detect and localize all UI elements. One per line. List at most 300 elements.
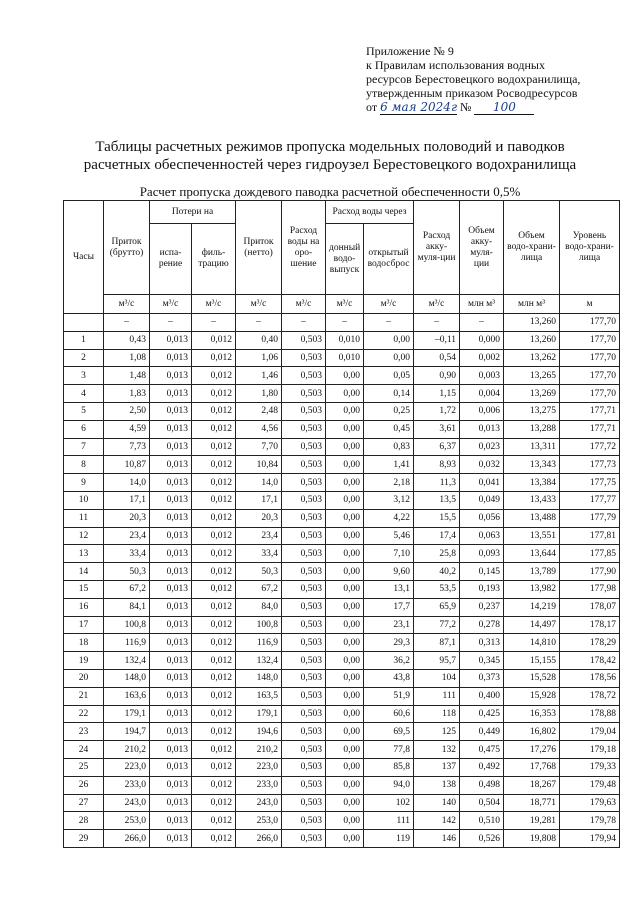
table-cell: 0,00 bbox=[326, 758, 364, 776]
table-cell: 0,00 bbox=[326, 491, 364, 509]
table-row bbox=[64, 634, 620, 652]
table-cell: 0,503 bbox=[282, 723, 326, 741]
table-cell: 177,70 bbox=[560, 367, 620, 385]
table-cell: 7,10 bbox=[364, 545, 414, 563]
table-cell: 0,25 bbox=[364, 402, 414, 420]
table-cell: 179,18 bbox=[560, 741, 620, 759]
table-cell: – bbox=[192, 314, 236, 332]
table-cell: 163,6 bbox=[104, 687, 150, 705]
table-cell: 0,013 bbox=[150, 830, 192, 848]
table-cell: 0,010 bbox=[326, 331, 364, 349]
table-cell: 0,013 bbox=[150, 758, 192, 776]
table-cell: 25,8 bbox=[414, 545, 460, 563]
table-cell: 0,145 bbox=[460, 563, 504, 581]
table-cell: 0,449 bbox=[460, 723, 504, 741]
table-cell: 1,15 bbox=[414, 385, 460, 403]
table-cell: 253,0 bbox=[104, 812, 150, 830]
table-cell: 15,528 bbox=[504, 669, 560, 687]
hour-cell: 27 bbox=[64, 794, 104, 812]
table-cell: 0,012 bbox=[192, 367, 236, 385]
table-cell: 0,004 bbox=[460, 385, 504, 403]
table-cell: 13,288 bbox=[504, 420, 560, 438]
table-cell: 0,278 bbox=[460, 616, 504, 634]
table-cell: 0,05 bbox=[364, 367, 414, 385]
table-cell: 0,012 bbox=[192, 634, 236, 652]
table-cell: 0,00 bbox=[326, 367, 364, 385]
table-cell: 13,384 bbox=[504, 474, 560, 492]
annex-line-2: к Правилам использования водных bbox=[366, 58, 545, 72]
table-cell: 125 bbox=[414, 723, 460, 741]
table-cell: 148,0 bbox=[236, 669, 282, 687]
table-cell: 146 bbox=[414, 830, 460, 848]
unit-cell: м³/с bbox=[326, 295, 364, 314]
table-cell: 178,29 bbox=[560, 634, 620, 652]
table-row bbox=[64, 545, 620, 563]
table-cell: 13,260 bbox=[504, 331, 560, 349]
table-cell: 0,00 bbox=[326, 830, 364, 848]
unit-cell: м³/с bbox=[414, 295, 460, 314]
table-cell: 13,260 bbox=[504, 314, 560, 332]
table-cell: 0,00 bbox=[364, 331, 414, 349]
table-cell: 0,503 bbox=[282, 545, 326, 563]
table-row bbox=[64, 385, 620, 403]
table-cell: 69,5 bbox=[364, 723, 414, 741]
table-cell: 0,00 bbox=[326, 687, 364, 705]
table-cell: 0,013 bbox=[150, 438, 192, 456]
hour-cell: 25 bbox=[64, 758, 104, 776]
table-cell: 0,503 bbox=[282, 758, 326, 776]
table-row bbox=[64, 616, 620, 634]
table-cell: 0,012 bbox=[192, 705, 236, 723]
table-cell: 0,00 bbox=[326, 563, 364, 581]
annex-number-label: № bbox=[460, 100, 472, 114]
table-cell: 179,1 bbox=[104, 705, 150, 723]
unit-cell: м³/с bbox=[364, 295, 414, 314]
hour-cell: 1 bbox=[64, 331, 104, 349]
table-cell: 85,8 bbox=[364, 758, 414, 776]
table-row bbox=[64, 527, 620, 545]
hour-cell: 19 bbox=[64, 652, 104, 670]
table-cell: – bbox=[150, 314, 192, 332]
table-cell: 0,492 bbox=[460, 758, 504, 776]
table-cell: 0,503 bbox=[282, 385, 326, 403]
table-cell: 14,810 bbox=[504, 634, 560, 652]
table-cell: 13,982 bbox=[504, 580, 560, 598]
table-cell: 84,0 bbox=[236, 598, 282, 616]
table-cell: 20,3 bbox=[104, 509, 150, 527]
table-cell: 23,4 bbox=[236, 527, 282, 545]
table-cell: 177,72 bbox=[560, 438, 620, 456]
table-row bbox=[64, 723, 620, 741]
table-cell: – bbox=[414, 314, 460, 332]
table-cell: 13,644 bbox=[504, 545, 560, 563]
table-row bbox=[64, 652, 620, 670]
table-row bbox=[64, 812, 620, 830]
table-cell: 210,2 bbox=[104, 741, 150, 759]
header-evaporation: испа-рение bbox=[150, 224, 192, 295]
header-filtration: филь-трацию bbox=[192, 224, 236, 295]
table-cell: 1,08 bbox=[104, 349, 150, 367]
table-cell: 15,928 bbox=[504, 687, 560, 705]
table-cell: 0,012 bbox=[192, 812, 236, 830]
table-cell: 0,00 bbox=[326, 669, 364, 687]
table-cell: – bbox=[282, 314, 326, 332]
table-cell: 0,012 bbox=[192, 580, 236, 598]
table-cell: 0,041 bbox=[460, 474, 504, 492]
hour-cell: 22 bbox=[64, 705, 104, 723]
table-cell: 2,18 bbox=[364, 474, 414, 492]
table-cell: 177,73 bbox=[560, 456, 620, 474]
table-cell: 0,012 bbox=[192, 402, 236, 420]
table-cell: 266,0 bbox=[104, 830, 150, 848]
table-row bbox=[64, 420, 620, 438]
table-cell: 0,503 bbox=[282, 705, 326, 723]
table-cell: 179,63 bbox=[560, 794, 620, 812]
table-row bbox=[64, 456, 620, 474]
table-cell: 53,5 bbox=[414, 580, 460, 598]
table-cell: 17,1 bbox=[236, 491, 282, 509]
table-cell: 7,73 bbox=[104, 438, 150, 456]
table-cell: – bbox=[326, 314, 364, 332]
table-cell: 0,012 bbox=[192, 830, 236, 848]
table-cell: 51,9 bbox=[364, 687, 414, 705]
header-spillway: открытый водосброс bbox=[364, 224, 414, 295]
table-cell: 266,0 bbox=[236, 830, 282, 848]
table-row bbox=[64, 830, 620, 848]
table-cell: 0,503 bbox=[282, 331, 326, 349]
table-cell: 0,013 bbox=[150, 598, 192, 616]
table-cell: 0,013 bbox=[150, 741, 192, 759]
table-cell: 1,80 bbox=[236, 385, 282, 403]
table-cell: 0,013 bbox=[150, 634, 192, 652]
table-row bbox=[64, 349, 620, 367]
table-cell: 11,3 bbox=[414, 474, 460, 492]
hour-cell: 17 bbox=[64, 616, 104, 634]
hour-cell: 9 bbox=[64, 474, 104, 492]
table-cell: 0,43 bbox=[104, 331, 150, 349]
table-cell: 0,373 bbox=[460, 669, 504, 687]
hour-cell: 13 bbox=[64, 545, 104, 563]
table-cell: 116,9 bbox=[236, 634, 282, 652]
table-cell: 0,345 bbox=[460, 652, 504, 670]
table-cell: 178,56 bbox=[560, 669, 620, 687]
table-cell: 0,023 bbox=[460, 438, 504, 456]
table-cell: 0,013 bbox=[150, 812, 192, 830]
table-cell: 243,0 bbox=[236, 794, 282, 812]
table-cell: 0,313 bbox=[460, 634, 504, 652]
table-cell: 0,012 bbox=[192, 723, 236, 741]
table-row bbox=[64, 580, 620, 598]
table-cell: 10,87 bbox=[104, 456, 150, 474]
table-cell: 0,503 bbox=[282, 456, 326, 474]
table-cell: 0,00 bbox=[326, 634, 364, 652]
table-cell: 0,00 bbox=[326, 402, 364, 420]
table-cell: 0,013 bbox=[150, 563, 192, 581]
table-cell: 1,41 bbox=[364, 456, 414, 474]
hour-cell: 20 bbox=[64, 669, 104, 687]
table-cell: 0,40 bbox=[236, 331, 282, 349]
table-cell: 0,013 bbox=[150, 794, 192, 812]
table-cell: 0,013 bbox=[150, 652, 192, 670]
table-cell: 100,8 bbox=[104, 616, 150, 634]
table-cell: 0,013 bbox=[150, 456, 192, 474]
annex-handwritten-date: 6 мая 2024г bbox=[380, 100, 458, 114]
table-cell: 0,00 bbox=[326, 580, 364, 598]
table-cell: 0,012 bbox=[192, 456, 236, 474]
header-losses: Потери на bbox=[150, 201, 236, 224]
table-cell: 0,063 bbox=[460, 527, 504, 545]
table-cell: 223,0 bbox=[104, 758, 150, 776]
table-cell: 23,4 bbox=[104, 527, 150, 545]
table-cell: 0,503 bbox=[282, 598, 326, 616]
table-cell: 0,45 bbox=[364, 420, 414, 438]
table-cell: 0,012 bbox=[192, 420, 236, 438]
table-row bbox=[64, 491, 620, 509]
table-cell: 119 bbox=[364, 830, 414, 848]
table-cell: 87,1 bbox=[414, 634, 460, 652]
table-cell: 0,013 bbox=[150, 491, 192, 509]
header-inflow-gross: Приток (брутто) bbox=[104, 201, 150, 295]
table-row bbox=[64, 776, 620, 794]
table-cell: 0,237 bbox=[460, 598, 504, 616]
table-cell: 29,3 bbox=[364, 634, 414, 652]
table-cell: 17,7 bbox=[364, 598, 414, 616]
table-row bbox=[64, 598, 620, 616]
table-cell: 0,000 bbox=[460, 331, 504, 349]
table-cell: 36,2 bbox=[364, 652, 414, 670]
table-cell: 0,503 bbox=[282, 616, 326, 634]
hour-cell: 7 bbox=[64, 438, 104, 456]
table-cell: 0,012 bbox=[192, 491, 236, 509]
table-cell: 233,0 bbox=[236, 776, 282, 794]
table-cell: 0,00 bbox=[326, 652, 364, 670]
table-caption: Расчет пропуска дождевого паводка расчетной обеспеченности 0,5% bbox=[139, 184, 521, 199]
table-cell: 0,012 bbox=[192, 438, 236, 456]
table-cell: 13,311 bbox=[504, 438, 560, 456]
hour-cell: 29 bbox=[64, 830, 104, 848]
hour-cell: 3 bbox=[64, 367, 104, 385]
table-cell: 0,90 bbox=[414, 367, 460, 385]
unit-cell: млн м³ bbox=[460, 295, 504, 314]
hour-cell: 8 bbox=[64, 456, 104, 474]
table-cell: 13,551 bbox=[504, 527, 560, 545]
table-cell: 177,71 bbox=[560, 402, 620, 420]
table-cell: 1,48 bbox=[104, 367, 150, 385]
table-cell: 0,012 bbox=[192, 509, 236, 527]
table-cell: 77,8 bbox=[364, 741, 414, 759]
table-cell: 50,3 bbox=[236, 563, 282, 581]
table-cell: 253,0 bbox=[236, 812, 282, 830]
table-cell: 178,72 bbox=[560, 687, 620, 705]
table-cell: 0,013 bbox=[460, 420, 504, 438]
units-row bbox=[64, 295, 620, 314]
table-cell: 33,4 bbox=[236, 545, 282, 563]
table-cell: 104 bbox=[414, 669, 460, 687]
table-cell: 1,72 bbox=[414, 402, 460, 420]
table-cell: 178,42 bbox=[560, 652, 620, 670]
table-cell: 0,003 bbox=[460, 367, 504, 385]
table-cell: 3,12 bbox=[364, 491, 414, 509]
table-cell: 243,0 bbox=[104, 794, 150, 812]
hour-cell: 16 bbox=[64, 598, 104, 616]
table-cell: 0,503 bbox=[282, 491, 326, 509]
table-cell: 178,17 bbox=[560, 616, 620, 634]
table-cell: 100,8 bbox=[236, 616, 282, 634]
hour-cell: 24 bbox=[64, 741, 104, 759]
table-cell: 13,269 bbox=[504, 385, 560, 403]
table-cell: 15,5 bbox=[414, 509, 460, 527]
unit-cell: м³/с bbox=[150, 295, 192, 314]
flood-routing-table bbox=[63, 200, 620, 848]
table-cell: 0,83 bbox=[364, 438, 414, 456]
hour-cell: 28 bbox=[64, 812, 104, 830]
unit-cell: м³/с bbox=[104, 295, 150, 314]
table-cell: 7,70 bbox=[236, 438, 282, 456]
table-cell: 0,503 bbox=[282, 830, 326, 848]
table-cell: 0,00 bbox=[364, 349, 414, 367]
table-cell: 0,012 bbox=[192, 776, 236, 794]
table-cell: 4,22 bbox=[364, 509, 414, 527]
table-cell: 163,5 bbox=[236, 687, 282, 705]
table-cell: 0,012 bbox=[192, 331, 236, 349]
table-cell: 16,802 bbox=[504, 723, 560, 741]
table-row bbox=[64, 509, 620, 527]
table-cell: 18,267 bbox=[504, 776, 560, 794]
table-cell: 177,79 bbox=[560, 509, 620, 527]
hour-cell: 15 bbox=[64, 580, 104, 598]
header-hours: Часы bbox=[64, 201, 104, 314]
table-cell: 0,193 bbox=[460, 580, 504, 598]
annex-date-line bbox=[366, 100, 628, 115]
table-cell: 0,012 bbox=[192, 687, 236, 705]
table-cell: 0,503 bbox=[282, 527, 326, 545]
table-row bbox=[64, 705, 620, 723]
table-cell: 0,013 bbox=[150, 474, 192, 492]
table-cell: 0,093 bbox=[460, 545, 504, 563]
table-cell: 0,032 bbox=[460, 456, 504, 474]
table-cell: 0,503 bbox=[282, 563, 326, 581]
table-cell: 177,85 bbox=[560, 545, 620, 563]
table-cell: 0,00 bbox=[326, 776, 364, 794]
table-cell: 0,00 bbox=[326, 723, 364, 741]
header-discharge: Расход воды через bbox=[326, 201, 414, 224]
table-cell: 0,012 bbox=[192, 563, 236, 581]
table-cell: 138 bbox=[414, 776, 460, 794]
table-cell: 194,6 bbox=[236, 723, 282, 741]
table-cell: 0,00 bbox=[326, 456, 364, 474]
table-row bbox=[64, 687, 620, 705]
table-cell: 14,219 bbox=[504, 598, 560, 616]
table-cell: 178,07 bbox=[560, 598, 620, 616]
table-cell: 6,37 bbox=[414, 438, 460, 456]
table-cell: 1,06 bbox=[236, 349, 282, 367]
table-cell: 13,488 bbox=[504, 509, 560, 527]
table-cell: 0,00 bbox=[326, 385, 364, 403]
table-cell: 0,049 bbox=[460, 491, 504, 509]
table-cell: 223,0 bbox=[236, 758, 282, 776]
table-cell: –0,11 bbox=[414, 331, 460, 349]
table-cell: 0,503 bbox=[282, 776, 326, 794]
table-cell: 0,013 bbox=[150, 776, 192, 794]
table-cell: 94,0 bbox=[364, 776, 414, 794]
table-cell: 0,00 bbox=[326, 527, 364, 545]
table-cell: 5,46 bbox=[364, 527, 414, 545]
table-cell: 132,4 bbox=[104, 652, 150, 670]
table-cell: 13,789 bbox=[504, 563, 560, 581]
table-cell: 0,013 bbox=[150, 349, 192, 367]
table-cell: 0,503 bbox=[282, 349, 326, 367]
table-cell: 0,498 bbox=[460, 776, 504, 794]
table-cell: 233,0 bbox=[104, 776, 150, 794]
table-cell: 95,7 bbox=[414, 652, 460, 670]
table-cell: 0,013 bbox=[150, 509, 192, 527]
table-cell: 179,48 bbox=[560, 776, 620, 794]
table-cell: 17,768 bbox=[504, 758, 560, 776]
table-cell: 0,012 bbox=[192, 669, 236, 687]
table-cell: 0,503 bbox=[282, 741, 326, 759]
table-cell: 0,002 bbox=[460, 349, 504, 367]
table-cell: 33,4 bbox=[104, 545, 150, 563]
table-cell: 0,013 bbox=[150, 705, 192, 723]
heading-line-1: Таблицы расчетных режимов пропуска модельных половодий и паводков bbox=[95, 139, 565, 155]
table-cell: 0,00 bbox=[326, 598, 364, 616]
table-cell: 0,503 bbox=[282, 669, 326, 687]
table-cell: 179,78 bbox=[560, 812, 620, 830]
table-cell: 0,012 bbox=[192, 349, 236, 367]
hour-cell: 10 bbox=[64, 491, 104, 509]
table-cell: 177,77 bbox=[560, 491, 620, 509]
table-cell: 0,012 bbox=[192, 794, 236, 812]
table-cell: 177,70 bbox=[560, 349, 620, 367]
table-cell: 0,503 bbox=[282, 438, 326, 456]
table-cell: 19,281 bbox=[504, 812, 560, 830]
table-cell: 0,00 bbox=[326, 545, 364, 563]
initial-row bbox=[64, 314, 620, 332]
header-bottom-outlet: донный водо-выпуск bbox=[326, 224, 364, 295]
table-cell: 0,013 bbox=[150, 580, 192, 598]
table-row bbox=[64, 331, 620, 349]
annex-line-3: ресурсов Берестовецкого водохранилища, bbox=[366, 72, 581, 86]
table-cell: 14,0 bbox=[104, 474, 150, 492]
table-cell: 15,155 bbox=[504, 652, 560, 670]
table-cell: 13,343 bbox=[504, 456, 560, 474]
table-cell: – bbox=[460, 314, 504, 332]
unit-cell: м³/с bbox=[236, 295, 282, 314]
table-cell: 40,2 bbox=[414, 563, 460, 581]
table-cell: 142 bbox=[414, 812, 460, 830]
table-cell: 0,012 bbox=[192, 545, 236, 563]
table-cell: 0,00 bbox=[326, 705, 364, 723]
table-cell: 177,70 bbox=[560, 331, 620, 349]
hour-cell: 11 bbox=[64, 509, 104, 527]
table-cell: 132,4 bbox=[236, 652, 282, 670]
table-cell: 0,00 bbox=[326, 616, 364, 634]
unit-cell: м³/с bbox=[192, 295, 236, 314]
unit-cell: млн м³ bbox=[504, 295, 560, 314]
table-cell: 194,7 bbox=[104, 723, 150, 741]
table-cell: 0,013 bbox=[150, 687, 192, 705]
table-cell: 0,400 bbox=[460, 687, 504, 705]
table-cell: 17,1 bbox=[104, 491, 150, 509]
hour-cell: 23 bbox=[64, 723, 104, 741]
table-cell: 0,013 bbox=[150, 616, 192, 634]
table-cell: 2,50 bbox=[104, 402, 150, 420]
table-cell: 177,71 bbox=[560, 420, 620, 438]
header-accumulation-rate: Расход акку-муля-ции bbox=[414, 201, 460, 295]
table-row bbox=[64, 402, 620, 420]
table-cell: 0,503 bbox=[282, 652, 326, 670]
table-cell: 177,75 bbox=[560, 474, 620, 492]
